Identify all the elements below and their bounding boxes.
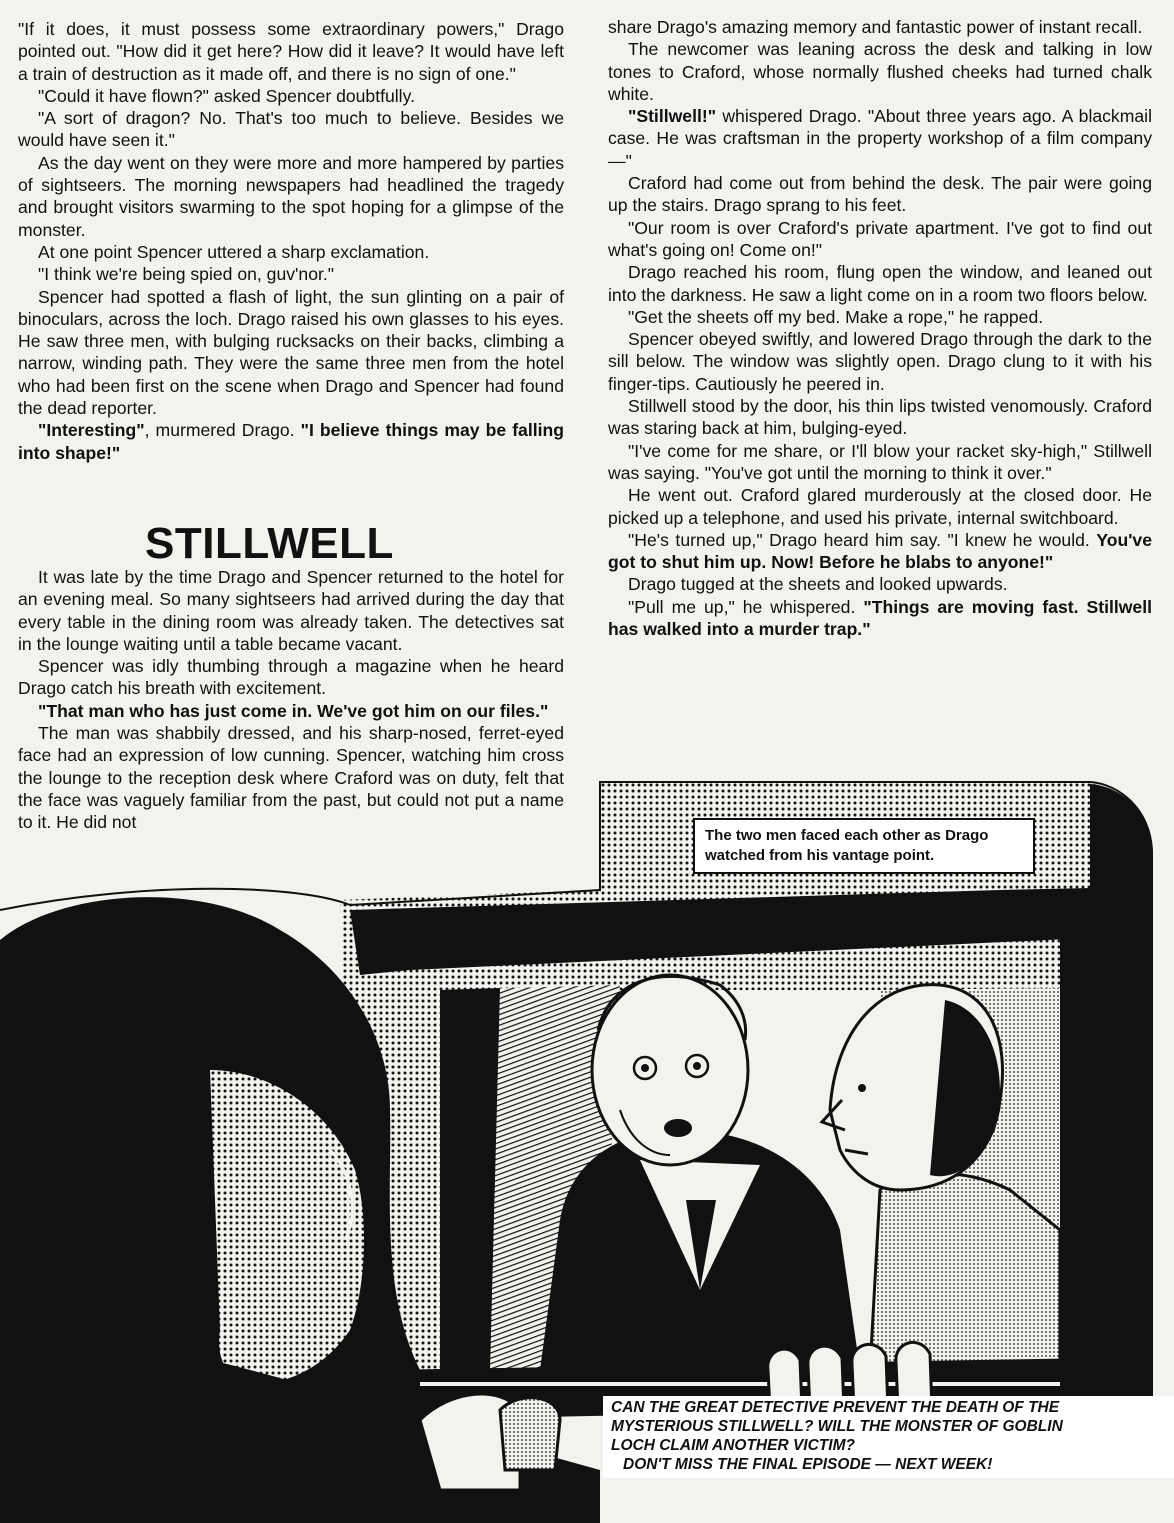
paragraph: "Get the sheets off my bed. Make a rope," he rapped. xyxy=(628,306,1044,327)
text-run: , murmered Drago. xyxy=(144,420,301,441)
room-curtain-dark xyxy=(440,988,500,1370)
paragraph: Craford had come out from behind the desk. The pair were going up the stairs. Drago sprang to his feet. xyxy=(608,173,1152,216)
sill-highlight xyxy=(420,1382,1060,1386)
paragraph: Spencer had spotted a flash of light, the sun glinting on a pair of binoculars, across the loch. Drago raised his own glasses to his eyes. He saw three men, with bulging rucksacks on their backs, climbing a narrow, winding path. They were the same three men from the hotel who had been first on the scene when Drago and Spencer had found the dead reporter. xyxy=(18,286,564,419)
paragraph: Drago tugged at the sheets and looked upwards. xyxy=(628,574,1008,595)
paragraph: Spencer obeyed swiftly, and lowered Drago through the dark to the sill below. The window was slightly open. Drago clung to it with his finger-tips. Cautiously he peered in. xyxy=(608,329,1152,394)
bold-quote: "I believe things may be falling into shape!" xyxy=(18,420,565,463)
text-run: "Pull me up," he whispered. xyxy=(628,596,864,617)
paragraph: "I think we're being spied on, guv'nor." xyxy=(38,264,335,285)
paragraph xyxy=(608,596,1152,641)
story-column-left-top xyxy=(18,18,564,464)
paragraph: share Drago's amazing memory and fantastic power of instant recall. xyxy=(608,17,1143,37)
teaser-line: MYSTERIOUS STILLWELL? WILL THE MONSTER OF GOBLIN xyxy=(611,1418,1063,1435)
bold-quote: "Things are moving fast. Stillwell has walked into a murder trap." xyxy=(608,596,1152,640)
bold-quote: "Stillwell!" xyxy=(628,106,717,127)
story-column-right xyxy=(608,16,1152,640)
paragraph: "If it does, it must possess some extraordinary powers," Drago pointed out. "How did it get here? How did it leave? It would have left a train of destruction as it made off, and there is no sign of one." xyxy=(18,19,564,84)
section-heading: STILLWELL xyxy=(145,519,394,568)
bold-quote: "Interesting" xyxy=(38,420,145,441)
paragraph: It was late by the time Drago and Spencer returned to the hotel for an evening meal. So many sightseers had arrived during the day that every table in the dining room was already taken. The detectives sat in the lounge waiting until a table became vacant. xyxy=(18,567,564,654)
paragraph: Drago reached his room, flung open the window, and leaned out into the darkness. He saw a light come on in a room two floors below. xyxy=(608,262,1152,305)
paragraph: "Our room is over Craford's private apartment. I've got to find out what's going on! Come on!" xyxy=(608,217,1152,260)
teaser-line: DON'T MISS THE FINAL EPISODE — NEXT WEEK! xyxy=(623,1456,993,1473)
paragraph xyxy=(608,105,1152,172)
paragraph: He went out. Craford glared murderously at the closed door. He picked up a telephone, and used his private, internal switchboard. xyxy=(608,485,1152,528)
bold-quote: "That man who has just come in. We've got him on our files." xyxy=(38,700,549,721)
paragraph: "Could it have flown?" asked Spencer doubtfully. xyxy=(38,85,415,106)
next-week-teaser xyxy=(603,1396,1174,1478)
panel-caption: The two men faced each other as Drago watched from his vantage point. xyxy=(693,818,1035,874)
paragraph: The man was shabbily dressed, and his sharp-nosed, ferret-eyed face had an expression of low cunning. Spencer, watching him cross the lounge to the reception desk where Craford was on duty, felt that the face was vaguely familiar from the past, but could not put a name to it. He did not xyxy=(18,723,564,833)
paragraph: Spencer was idly thumbing through a magazine when he heard Drago catch his breath with excitement. xyxy=(18,656,564,699)
paragraph: At one point Spencer uttered a sharp exclamation. xyxy=(38,241,430,262)
teaser-line: LOCH CLAIM ANOTHER VICTIM? xyxy=(611,1437,855,1454)
bold-quote: You've got to shut him up. Now! Before he blabs to anyone!" xyxy=(608,529,1152,573)
paragraph: "A sort of dragon? No. That's too much to believe. Besides we would have seen it." xyxy=(18,108,564,151)
text-run: "He's turned up," Drago heard him say. "I knew he would. xyxy=(628,529,1097,550)
paragraph: Stillwell stood by the door, his thin lips twisted venomously. Craford was staring back at him, bulging-eyed. xyxy=(608,396,1152,439)
text-run: whispered Drago. "About three years ago. A blackmail case. He was craftsman in the property workshop of a film company—" xyxy=(608,106,1152,171)
paragraph: As the day went on they were more and more hampered by parties of sightseers. The morning newspapers had headlined the tragedy and brought visitors swarming to the spot hoping for a glimpse of the monster. xyxy=(18,152,564,240)
teaser-line: CAN THE GREAT DETECTIVE PREVENT THE DEATH OF THE xyxy=(611,1399,1060,1416)
paragraph: "I've come for me share, or I'll blow your racket sky-high," Stillwell was saying. "You've got until the morning to think it over." xyxy=(608,440,1152,483)
paragraph xyxy=(18,419,564,464)
window-frame-right xyxy=(1060,928,1100,1392)
paragraph xyxy=(608,529,1152,574)
paragraph xyxy=(18,700,564,722)
paragraph: The newcomer was leaning across the desk and talking in low tones to Craford, whose normally flushed cheeks had turned chalk white. xyxy=(608,39,1152,104)
